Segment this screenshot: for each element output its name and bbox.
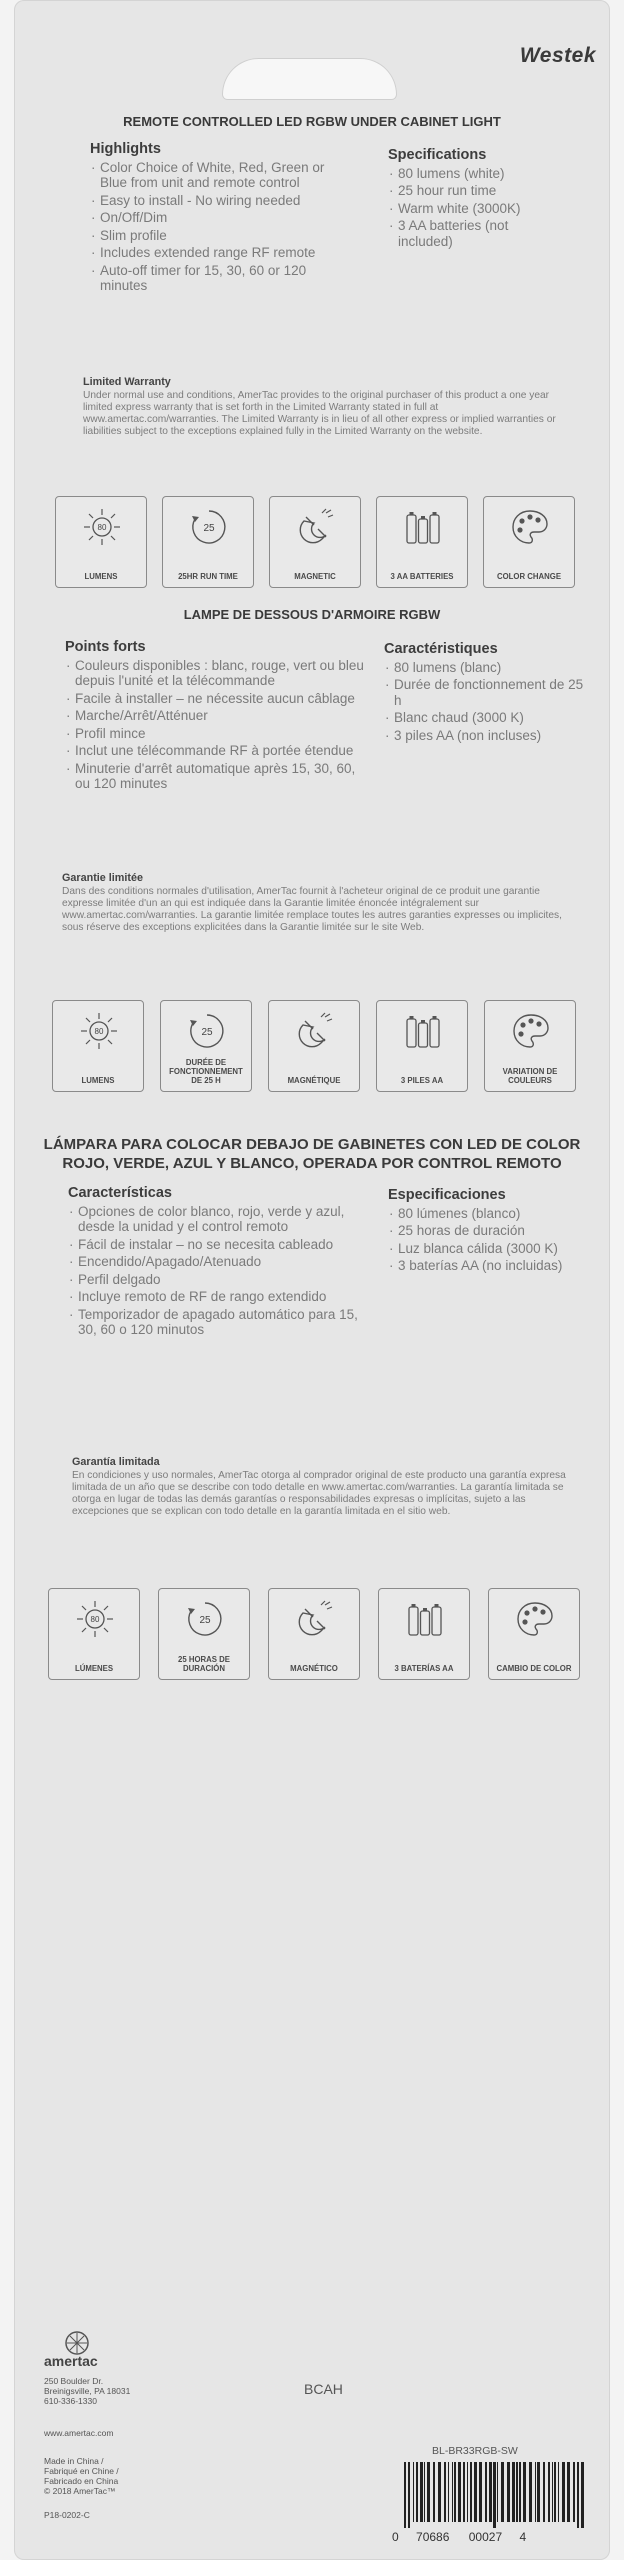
barcode-bar [424, 2462, 425, 2522]
warranty-text: Dans des conditions normales d'utilisation, AmerTac fournit à l'acheteur original de ce produit une garantie expresse limitée d'un an qui est indiquée dans la Garantie limitée énoncée intégralement sur www.amertac.com/warranties. La garantie limitée remplace toutes les autres garanties expresses ou implicites, sous réserve des exceptions explicitées dans la Garantie limitée sur le site Web. [62, 886, 562, 933]
barcode-bar [452, 2462, 453, 2522]
title-fr: LAMPE DE DESSOUS D'ARMOIRE RGBW [183, 607, 441, 622]
timer-icon [189, 507, 229, 547]
barcode-bar [535, 2462, 536, 2522]
color-change-badge [483, 496, 575, 588]
company-address [44, 2376, 130, 2406]
title-es-line2: ROJO, VERDE, AZUL Y BLANCO, OPERADA POR CONTROL REMOTO [62, 1155, 562, 1172]
highlights-fr [65, 640, 365, 794]
icon-label: COLOR CHANGE [496, 572, 562, 581]
warranty-text: Under normal use and conditions, AmerTac provides to the original purchaser of this product a one year limited express warranty that is set forth in the Limited Warranty stated in full at www.amertac.com/warranties. The Limited Warranty is in lieu of all other express or implied warranties or liabilities subject to the exceptions explained fully in the Limited Warranty on the website. [83, 390, 556, 437]
sku: BL-BR33RGB-SW [432, 2445, 518, 2457]
list-item: · Temporizador de apagado automático para 15, 30, 60 o 120 minutos [78, 1307, 368, 1338]
made-in-line: Fabriqué en Chine / [44, 2466, 119, 2476]
barcode-bar [408, 2462, 410, 2528]
address-line: 610-336-1330 [44, 2396, 97, 2406]
made-in [44, 2456, 119, 2496]
list-item: · Blanc chaud (3000 K) [394, 710, 584, 726]
icon-label: 3 AA BATTERIES [390, 572, 454, 581]
warranty-text: En condiciones y uso normales, AmerTac otorga al comprador original de este producto una garantía expresa limitada de un año que se describe con todo detalle en www.amertac.com/warranties. La garantía limitada se otorga en lugar de todas las demás garantías o responsabilidades expresas o implícitas, sujeto a las excepciones que se explican con todo detalle en la garantía limitada en el sitio web. [72, 1470, 566, 1517]
print-code: P18-0202-C [44, 2510, 90, 2520]
icon-label: CAMBIO DE COLOR [496, 1664, 572, 1673]
list-item: · Incluye remoto de RF de rango extendido [78, 1289, 368, 1305]
list-item: · Easy to install - No wiring needed [100, 193, 330, 209]
svg-text:80: 80 [94, 1027, 104, 1036]
icon-label: LÚMENES [74, 1664, 114, 1673]
palette-icon [515, 1599, 555, 1639]
barcode-bar [573, 2462, 575, 2522]
list-item: · Inclut une télécommande RF à portée étendue [75, 743, 365, 759]
sun-icon [82, 507, 122, 547]
barcode-digit: 00027 [468, 2530, 503, 2544]
title-es [0, 1135, 624, 1173]
barcode-bar [519, 2462, 521, 2522]
list-item: · 25 hour run time [398, 183, 548, 199]
barcode-bar [493, 2462, 496, 2528]
sun-icon [75, 1599, 115, 1639]
list-item: · Profil mince [75, 726, 365, 742]
svg-text:80: 80 [90, 1615, 100, 1624]
highlights-heading: Points forts [65, 639, 146, 655]
company-website: www.amertac.com [44, 2428, 114, 2438]
battery-icon [403, 507, 443, 547]
warranty-en [83, 376, 573, 438]
runtime-badge [162, 496, 254, 588]
icon-label: 3 BATERÍAS AA [394, 1664, 454, 1673]
lumens-badge [55, 496, 147, 588]
barcode-bar [467, 2462, 468, 2522]
runtime-badge [158, 1588, 250, 1680]
barcode-bar [433, 2462, 435, 2522]
batteries-badge [378, 1588, 470, 1680]
list-item: · Luz blanca cálida (3000 K) [398, 1241, 578, 1257]
icon-label: VARIATION DE COULEURS [502, 1067, 558, 1085]
list-item: · Minuterie d'arrêt automatique après 15, 30, 60, ou 120 minutes [75, 761, 365, 792]
specs-heading: Specifications [388, 147, 487, 163]
address-line: 250 Boulder Dr. [44, 2376, 104, 2386]
barcode-bar [497, 2462, 498, 2522]
list-item: · Fácil de instalar – no se necesita cableado [78, 1237, 368, 1253]
barcode-digit: 70686 [416, 2530, 450, 2544]
lumens-badge [48, 1588, 140, 1680]
color-change-badge [488, 1588, 580, 1680]
barcode-bar [420, 2462, 423, 2522]
list-item: · 80 lumens (white) [398, 166, 548, 182]
barcode-bar [501, 2462, 504, 2522]
list-item: · Includes extended range RF remote [100, 245, 330, 261]
title-es-line1: LÁMPARA PARA COLOCAR DEBAJO DE GABINETES CON LED DE COLOR [43, 1136, 581, 1153]
barcode-bar [529, 2462, 532, 2522]
barcode-bar [438, 2462, 441, 2522]
address-line: Breinigsville, PA 18031 [44, 2386, 131, 2396]
svg-text:25: 25 [199, 1615, 211, 1626]
warranty-fr [62, 872, 577, 934]
barcode-bar [485, 2462, 487, 2522]
barcode-bar [558, 2462, 559, 2522]
specs-heading: Especificaciones [388, 1187, 506, 1203]
barcode-bar [512, 2462, 515, 2522]
barcode-bar [427, 2462, 430, 2522]
barcode-digits [392, 2532, 592, 2542]
barcode-bar [507, 2462, 510, 2522]
color-change-badge [484, 1000, 576, 1092]
magnetic-badge [269, 496, 361, 588]
barcode-bar [444, 2462, 446, 2522]
made-in-line: Made in China / [44, 2456, 104, 2466]
barcode-bar [537, 2462, 540, 2522]
magnetic-badge [268, 1000, 360, 1092]
warranty-title: Garantía limitada [72, 1456, 160, 1468]
highlights-heading: Highlights [90, 141, 161, 157]
palette-icon [511, 1011, 551, 1051]
list-item: · Couleurs disponibles : blanc, rouge, vert ou bleu depuis l'unité et la télécommande [75, 658, 365, 689]
barcode-bar [548, 2462, 550, 2522]
barcode-bar [458, 2462, 461, 2522]
icon-label: 25HR RUN TIME [178, 572, 238, 581]
batteries-badge [376, 1000, 468, 1092]
specs-es [388, 1188, 578, 1276]
brand-logo: Westek [519, 44, 596, 67]
warranty-title: Garantie limitée [62, 872, 144, 884]
barcode-bar [448, 2462, 449, 2522]
list-item: · 80 lumens (blanc) [394, 660, 584, 676]
warranty-es [72, 1456, 577, 1518]
icon-label: MAGNÉTIQUE [287, 1076, 341, 1085]
svg-text:25: 25 [203, 523, 215, 534]
list-item: · 3 piles AA (non incluses) [394, 728, 584, 744]
barcode-bar [562, 2462, 565, 2522]
barcode-bar [552, 2462, 553, 2522]
timer-icon [187, 1011, 227, 1051]
lumens-badge [52, 1000, 144, 1092]
list-item: · Perfil delgado [78, 1272, 368, 1288]
list-item: · Encendido/Apagado/Atenuado [78, 1254, 368, 1270]
list-item: · Opciones de color blanco, rojo, verde y azul, desde la unidad y el control remoto [78, 1204, 368, 1235]
warranty-title: Limited Warranty [83, 376, 171, 388]
battery-icon [405, 1599, 445, 1639]
company-name: amertac [44, 2353, 98, 2369]
palette-icon [510, 507, 550, 547]
icon-label: MAGNÉTICO [290, 1664, 338, 1673]
icon-label: 25 HORAS DE DURACIÓN [178, 1655, 230, 1673]
icon-row-en [55, 496, 575, 590]
list-item: · Durée de fonctionnement de 25 h [394, 677, 584, 708]
icon-row-fr [52, 1000, 572, 1094]
barcode-bar [474, 2462, 477, 2522]
highlights-es [68, 1186, 368, 1340]
highlights-heading: Características [68, 1185, 172, 1201]
barcode-bar [463, 2462, 465, 2522]
barcode-bar [470, 2462, 472, 2522]
list-item: · On/Off/Dim [100, 210, 330, 226]
battery-icon [403, 1011, 443, 1051]
specs-heading: Caractéristiques [384, 641, 498, 657]
svg-text:25: 25 [201, 1027, 213, 1038]
magnet-icon [295, 1011, 335, 1051]
list-item: · Facile à installer – ne nécessite aucun câblage [75, 691, 365, 707]
icon-label: LUMENS [84, 572, 118, 581]
barcode-bar [543, 2462, 545, 2522]
list-item: · 3 baterías AA (no incluidas) [398, 1258, 578, 1274]
icon-row-es [48, 1588, 572, 1682]
barcode [400, 2462, 586, 2530]
magnet-icon [296, 507, 336, 547]
barcode-bar [404, 2462, 406, 2528]
barcode-bar [516, 2462, 518, 2522]
made-in-line: Fabricado en China [44, 2476, 119, 2486]
list-item: · 25 horas de duración [398, 1223, 578, 1239]
icon-label: 3 PILES AA [400, 1076, 444, 1085]
barcode-digit: 4 [519, 2530, 527, 2544]
runtime-badge [160, 1000, 252, 1092]
barcode-bar [413, 2462, 414, 2522]
icon-label: MAGNETIC [294, 572, 336, 581]
barcode-digit: 0 [392, 2530, 399, 2544]
list-item: · Marche/Arrêt/Atténuer [75, 708, 365, 724]
list-item: · 3 AA batteries (not included) [398, 218, 548, 249]
center-code: BCAH [304, 2381, 343, 2397]
specs-fr [384, 642, 584, 745]
highlights-en [90, 142, 330, 296]
barcode-bar [454, 2462, 456, 2522]
magnet-icon [295, 1599, 335, 1639]
hang-tab [222, 58, 397, 100]
barcode-bar [577, 2462, 579, 2528]
barcode-bar [567, 2462, 570, 2522]
list-item: · 80 lúmenes (blanco) [398, 1206, 578, 1222]
sun-icon [79, 1011, 119, 1051]
list-item: · Slim profile [100, 228, 330, 244]
svg-text:80: 80 [97, 523, 107, 532]
timer-icon [185, 1599, 225, 1639]
barcode-bar [416, 2462, 418, 2522]
title-en: REMOTE CONTROLLED LED RGBW UNDER CABINET LIGHT [123, 114, 501, 129]
barcode-bar [554, 2462, 556, 2522]
list-item: · Color Choice of White, Red, Green or Blue from unit and remote control [100, 160, 330, 191]
icon-label: DURÉE DE FONCTIONNEMENT DE 25 H [169, 1058, 243, 1085]
barcode-bar [479, 2462, 482, 2522]
specs-en [388, 148, 548, 251]
icon-label: LUMENS [81, 1076, 115, 1085]
list-item: · Auto-off timer for 15, 30, 60 or 120 minutes [100, 263, 330, 294]
barcode-bar [489, 2462, 492, 2522]
barcode-bar [581, 2462, 584, 2528]
magnetic-badge [268, 1588, 360, 1680]
barcode-bar [523, 2462, 526, 2522]
batteries-badge [376, 496, 468, 588]
made-in-line: © 2018 AmerTac™ [44, 2486, 116, 2496]
list-item: · Warm white (3000K) [398, 201, 548, 217]
